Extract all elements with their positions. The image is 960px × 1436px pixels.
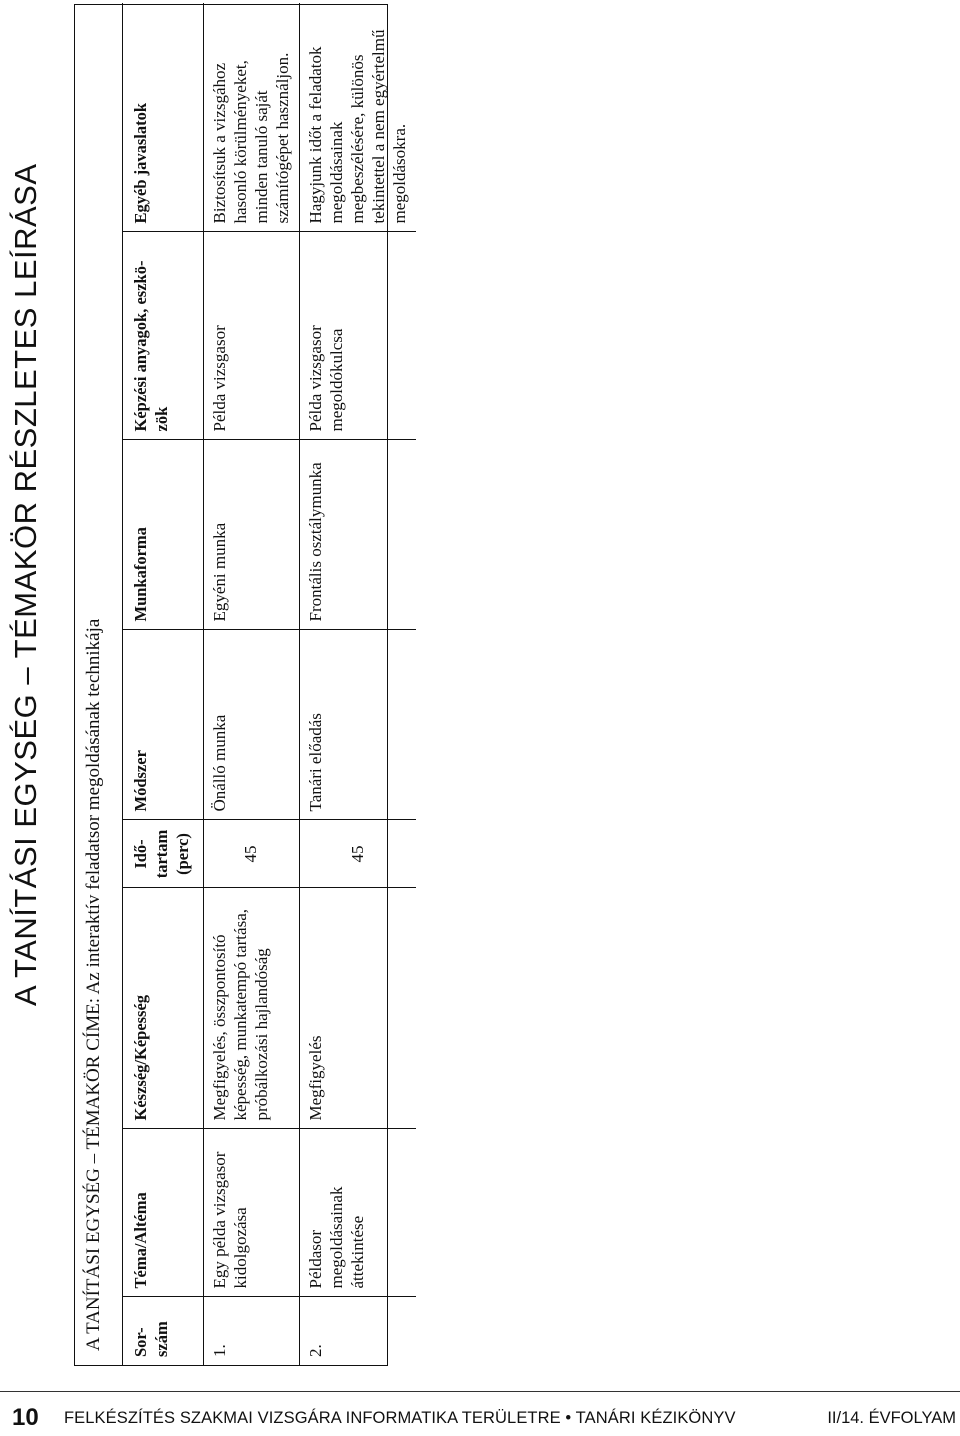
header-modszer: Módszer [123,630,203,820]
footer-divider [0,1391,960,1392]
header-egyeb: Egyéb javaslatok [123,3,203,232]
cell-modszer: Önálló munka [203,630,299,820]
cell-keszseg: Megfigyelés [299,888,416,1129]
rotated-content [74,4,409,1366]
page-number: 10 [12,1404,39,1431]
table-row [203,3,299,1365]
table-row [299,3,416,1365]
unit-title: A TANÍTÁSI EGYSÉG – TÉMAKÖR CÍME: Az interaktív feladatsor megoldásának technikája [75,3,123,1365]
lesson-table [123,3,416,1365]
cell-munkaforma: Frontális osztálymunka [299,440,416,630]
page-footer [12,1404,960,1433]
footer-year: II/14. ÉVFOLYAM [827,1409,956,1427]
header-anyagok: Képzési anyagok, eszkö- zök [123,232,203,440]
table-header-row [123,3,203,1365]
cell-egyeb: Biztosítsuk a vizsgához hasonló körülményeket, minden tanuló saját számítógépet használjon. [203,3,299,232]
header-idotartam: Idő- tartam (perc) [123,820,203,888]
cell-idotartam: 45 [299,820,416,888]
cell-sorszam: 2. [299,1297,416,1365]
cell-tema: Példasor megoldásainak áttekintése [299,1129,416,1297]
page-title: A TANÍTÁSI EGYSÉG – TÉMAKÖR RÉSZLETES LEÍRÁSA [8,163,43,1007]
cell-anyagok: Példa vizsgasor [203,232,299,440]
cell-keszseg: Megfigyelés, összpontosító képesség, munkatempó tartása, próbálkozási hajlandóság [203,888,299,1129]
cell-modszer: Tanári előadás [299,630,416,820]
header-munkaforma: Munkaforma [123,440,203,630]
footer-title: FELKÉSZÍTÉS SZAKMAI VIZSGÁRA INFORMATIKA TERÜLETRE • TANÁRI KÉZIKÖNYV [64,1409,736,1427]
cell-sorszam: 1. [203,1297,299,1365]
cell-anyagok: Példa vizsgasor megoldókulcsa [299,232,416,440]
header-tema: Téma/Altéma [123,1129,203,1297]
cell-munkaforma: Egyéni munka [203,440,299,630]
header-sorszam: Sor- szám [123,1297,203,1365]
table-frame [74,4,409,1366]
cell-tema: Egy példa vizsgasor kidolgozása [203,1129,299,1297]
cell-egyeb: Hagyjunk időt a feladatok megoldásainak megbeszélésére, különös tekintettel a nem egyértelmű megoldásokra. [299,3,416,232]
header-keszseg: Készség/Képesség [123,888,203,1129]
cell-idotartam: 45 [203,820,299,888]
